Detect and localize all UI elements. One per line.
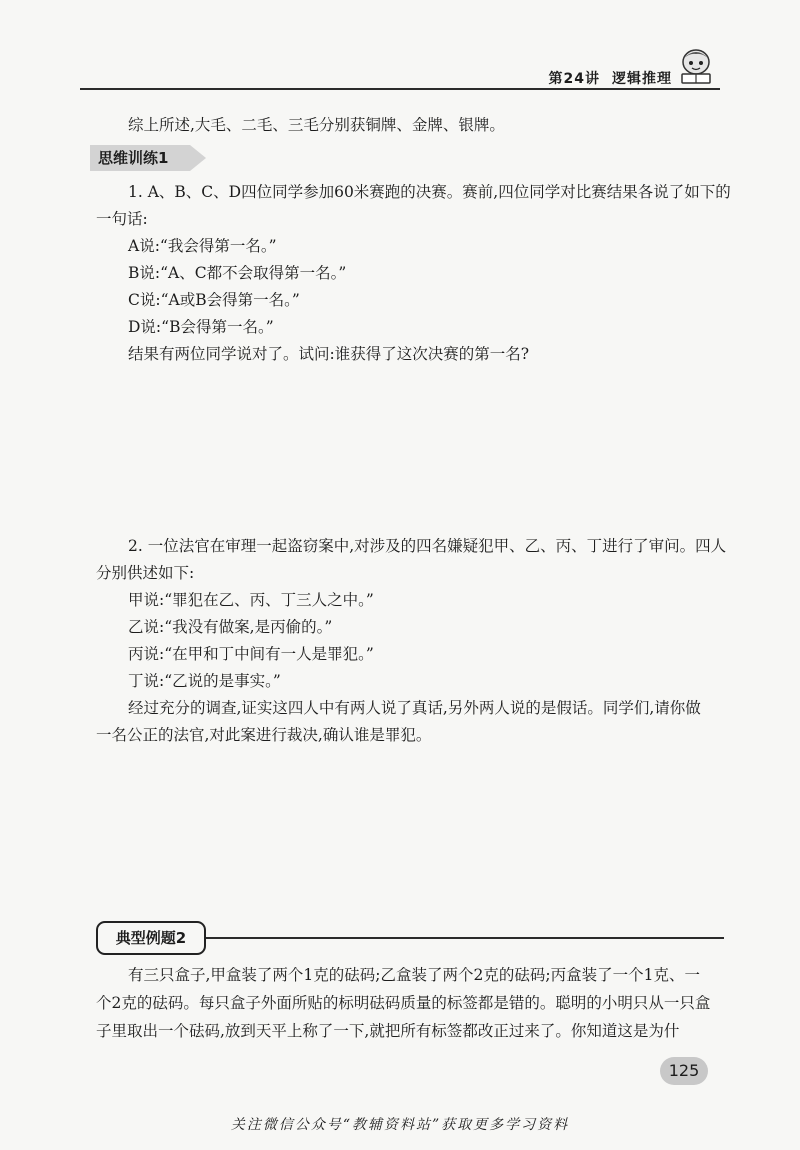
running-header [549,68,672,88]
problem1-line: C说:“A或B会得第一名。” [128,291,300,309]
mascot-reading-icon [676,46,716,86]
problem2-line: 2. 一位法官在审理一起盗窃案中,对涉及的四名嫌疑犯甲、乙、丙、丁进行了审问。四人 [128,537,727,555]
problem2-line: 分别供述如下: [96,564,195,582]
example-line: 个2克的砝码。每只盒子外面所贴的标明砝码质量的标签都是错的。聪明的小明只从一只盒 [96,994,711,1012]
problem1-line: A说:“我会得第一名。” [128,237,277,255]
example-line: 有三只盒子,甲盒装了两个1克的砝码;乙盒装了两个2克的砝码;丙盒装了一个1克、一 [128,966,700,984]
problem1-line: D说:“B会得第一名。” [128,318,274,336]
problem1-line: 1. A、B、C、D四位同学参加60米赛跑的决赛。赛前,四位同学对比赛结果各说了如下的 [128,183,731,201]
lecture-topic: 逻辑推理 [612,71,672,87]
training-label: 思维训练1 [90,145,190,171]
lecture-number: 第24讲 [548,71,600,87]
problem2-line: 丁说:“乙说的是事实。” [128,672,281,690]
summary-line: 综上所述,大毛、二毛、三毛分别获铜牌、金牌、银牌。 [128,116,505,134]
problem1-line: 一句话: [96,210,148,228]
problem1-line: 结果有两位同学说对了。试问:谁获得了这次决赛的第一名? [128,345,530,363]
problem1-line: B说:“A、C都不会取得第一名。” [128,264,347,282]
footer-note: 关注微信公众号“教辅资料站”获取更多学习资料 [230,1117,570,1133]
problem2-line: 乙说:“我没有做案,是丙偷的。” [128,618,333,636]
example-label: 典型例题2 [96,921,206,955]
problem2-line: 丙说:“在甲和丁中间有一人是罪犯。” [128,645,374,663]
problem2-line: 经过充分的调查,证实这四人中有两人说了真话,另外两人说的是假话。同学们,请你做 [128,699,701,717]
example-rule [206,937,724,939]
problem2-line: 一名公正的法官,对此案进行裁决,确认谁是罪犯。 [96,726,432,744]
header-rule [80,88,720,90]
problem2-line: 甲说:“罪犯在乙、丙、丁三人之中。” [128,591,374,609]
training-label-arrow [190,145,206,171]
example-line: 子里取出一个砝码,放到天平上称了一下,就把所有标签都改正过来了。你知道这是为什 [96,1022,680,1040]
page-number: 125 [660,1057,708,1085]
